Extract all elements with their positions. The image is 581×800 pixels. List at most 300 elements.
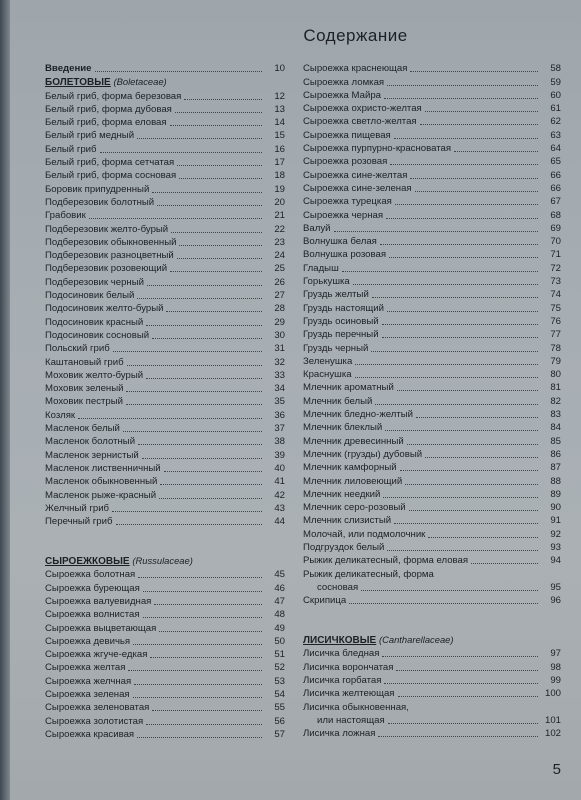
entry-page: 13 [274,103,285,115]
entry-label: Волнушка розовая [303,249,387,261]
dot-leader [179,244,262,246]
entry-label: Подосиновик белый [45,290,135,302]
entry-label: Сыроежка желтая [45,662,126,674]
entry-page: 85 [550,435,561,447]
toc-entry [45,142,285,155]
entry-page: 69 [550,222,561,234]
toc-entry [45,488,285,501]
entry-page: 47 [274,595,285,607]
entry-page: 60 [550,89,561,101]
entry-page: 41 [274,476,285,488]
dot-leader [380,243,538,245]
entry-label: Скрипица [303,595,347,607]
toc-entry [303,727,561,740]
dot-leader [420,123,538,125]
toc-entry [303,660,561,673]
dot-leader [146,324,262,326]
entry-label: Сыроежка сине-зеленая [303,182,412,194]
dot-leader [355,363,538,365]
entry-label: Моховик зеленый [45,383,124,395]
entry-label: Сыроежка пурпурно-красноватая [303,143,452,155]
entry-label: Валуй [303,222,331,234]
dot-leader [407,443,538,445]
toc-entry [303,155,561,168]
toc-entry [45,103,285,116]
toc-entry [303,261,561,274]
entry-label: Рыжик деликатесный, форма [303,568,434,580]
entry-label: Млечник блеклый [303,422,383,434]
entry-page: 10 [274,63,285,75]
entry-label: Лисичка горбатая [303,675,382,687]
dot-leader [184,98,262,100]
entry-label: Сыроежка золотистая [45,715,144,727]
entry-page: 32 [274,356,285,368]
toc-entry [45,674,285,687]
dot-leader [395,203,538,205]
entry-page: 37 [274,423,285,435]
entry-label: Лисичка обыкновенная, [303,701,409,713]
entry-label: Груздь настоящий [303,302,384,314]
dot-leader [388,722,538,724]
toc-entry [303,182,561,195]
dot-leader [386,217,538,219]
dot-leader [410,70,538,72]
dot-leader [100,151,262,153]
entry-page: 33 [274,369,285,381]
toc-entry [303,647,561,660]
entry-page: 34 [274,383,285,395]
toc-entry [45,329,285,342]
entry-label: Сыроежка розовая [303,156,388,168]
toc-entry [45,89,285,102]
entry-label: Польский гриб [45,343,110,355]
toc-entry [45,728,285,741]
entry-page: 74 [550,289,561,301]
dot-leader [146,723,262,725]
toc-entry [303,355,561,368]
toc-entry [303,142,561,155]
page-edge-shadow [0,0,10,800]
entry-label: Белый гриб [45,143,97,155]
entry-label: Сыроежка зеленая [45,689,130,701]
toc-entry [303,368,561,381]
entry-page: 59 [550,76,561,88]
toc-entry [303,328,561,341]
toc-entry [45,129,285,142]
dot-leader [147,284,262,286]
dot-leader [166,310,262,312]
entry-page: 102 [544,728,561,740]
entry-label: Гладыш [303,262,339,274]
toc-entry [45,475,285,488]
toc-entry-line1 [303,700,561,713]
dot-leader [400,469,538,471]
entry-page: 93 [550,541,561,553]
entry-page: 73 [550,276,561,288]
entry-page: 54 [274,689,285,701]
dot-leader [425,456,538,458]
dot-leader [95,70,263,72]
entry-label: Боровик припудренный [45,183,150,195]
entry-page: 26 [274,276,285,288]
toc-list-boletovye [45,89,285,528]
dot-leader [137,736,262,738]
dot-leader [127,364,262,366]
entry-label: Подберезовик черный [45,276,144,288]
dot-leader [390,163,538,165]
entry-label: Сыроежка девичья [45,635,131,647]
entry-page: 72 [550,262,561,274]
entry-page: 53 [274,675,285,687]
entry-page: 50 [274,635,285,647]
entry-label: Сыроежка светло-желтая [303,116,417,128]
entry-page: 38 [274,436,285,448]
entry-page: 67 [550,196,561,208]
toc-entry [303,89,561,102]
dot-leader [387,310,538,312]
dot-leader [143,616,262,618]
entry-label: Подосиновик красный [45,316,144,328]
entry-page: 92 [550,528,561,540]
entry-label: Козляк [45,409,76,421]
entry-label: Грабовик [45,210,86,222]
entry-page: 78 [550,342,561,354]
entry-label: Горькушка [303,276,350,288]
dot-leader [361,589,538,591]
entry-page: 86 [550,448,561,460]
entry-page: 52 [274,662,285,674]
dot-leader [355,376,538,378]
dot-leader [349,602,538,604]
entry-label: Белый гриб, форма дубовая [45,103,172,115]
toc-entry [303,474,561,487]
dot-leader [382,655,538,657]
entry-page: 90 [550,502,561,514]
entry-page: 22 [274,223,285,235]
entry-page: 23 [274,236,285,248]
entry-label: Млечник слизистый [303,515,392,527]
dot-leader [159,497,262,499]
entry-label: Белый гриб, форма березовая [45,90,182,102]
entry-label: Белый гриб, форма сосновая [45,170,177,182]
toc-entry [45,515,285,528]
entry-label: Сыроежка болотная [45,569,136,581]
dot-leader [134,683,262,685]
entry-page: 36 [274,409,285,421]
page-title: Содержание [303,26,408,45]
entry-label: Сыроежка пищевая [303,129,391,141]
entry-page: 43 [274,502,285,514]
dot-leader [113,350,262,352]
dot-leader [415,190,538,192]
entry-label: Млечник камфорный [303,462,397,474]
toc-entry [303,461,561,474]
toc-entry [45,196,285,209]
toc-entry [303,275,561,288]
entry-label: Сыроежка жгуче-едкая [45,649,148,661]
dot-leader [384,97,538,99]
dot-leader [179,177,262,179]
toc-entry [303,235,561,248]
entry-label: Лисичка ворончатая [303,661,394,673]
entry-page: 76 [550,315,561,327]
dot-leader [177,257,262,259]
toc-entry [45,395,285,408]
toc-entry [303,527,561,540]
dot-leader [123,430,262,432]
entry-page: 75 [550,302,561,314]
entry-page: 24 [274,250,285,262]
dot-leader [78,417,262,419]
dot-leader [385,429,538,431]
entry-page: 28 [274,303,285,315]
page-number: 5 [552,761,561,778]
entry-page: 71 [550,249,561,261]
dot-leader [133,643,262,645]
entry-label: Масленок болотный [45,436,136,448]
entry-page: 12 [274,90,285,102]
entry-page: 44 [274,516,285,528]
dot-leader [405,483,538,485]
toc-entry [303,62,561,75]
dot-leader [398,695,539,697]
entry-page: 99 [550,675,561,687]
toc-entry [45,342,285,355]
entry-page: 88 [550,475,561,487]
toc-entry [303,434,561,447]
toc-entry [303,128,561,141]
entry-label: Масленок рыже-красный [45,489,157,501]
dot-leader [375,403,538,405]
section-latin: (Cantharellaceae) [378,634,454,646]
toc-left-column [45,62,285,741]
toc-entry [303,488,561,501]
toc-entry [45,608,285,621]
entry-label: Белый гриб медный [45,130,135,142]
toc-entry [45,568,285,581]
dot-leader [150,656,262,658]
dot-leader [112,510,262,512]
toc-entry [45,289,285,302]
dot-leader [159,630,262,632]
entry-page: 64 [550,143,561,155]
section-heading-syroezhkovye [45,554,285,568]
dot-leader [397,389,538,391]
toc-entry [303,75,561,88]
dot-leader [138,443,262,445]
entry-label: Масленок обыкновенный [45,476,158,488]
entry-page: 77 [550,329,561,341]
dot-leader [454,150,538,152]
entry-page: 29 [274,316,285,328]
dot-leader [175,111,262,113]
entry-page: 70 [550,236,561,248]
toc-entry [45,581,285,594]
toc-entry [45,275,285,288]
dot-leader [425,110,538,112]
entry-label: или настоящая [317,714,385,726]
entry-label: Млечник белый [303,395,373,407]
dot-leader [471,562,538,564]
entry-label: Подберезовик желто-бурый [45,223,169,235]
dot-leader [387,84,538,86]
toc-entry [303,554,561,567]
entry-label: Сыроежка красивая [45,728,135,740]
dot-leader [171,231,262,233]
toc-entry [303,394,561,407]
entry-label: Моховик желто-бурый [45,369,144,381]
section-spacer [45,528,285,554]
entry-label: Масленок зернистый [45,449,139,461]
entry-label: Волнушка белая [303,236,377,248]
entry-page: 21 [274,210,285,222]
entry-page: 101 [544,714,561,726]
entry-label: Сыроежка турецкая [303,196,392,208]
dot-leader [428,536,538,538]
dot-leader [126,390,262,392]
toc-entry [45,369,285,382]
entry-page: 56 [274,715,285,727]
toc-entry [45,408,285,421]
entry-page: 15 [274,130,285,142]
dot-leader [170,124,262,126]
dot-leader [146,377,262,379]
dot-leader [138,576,262,578]
entry-label: Сыроежка Майра [303,89,382,101]
entry-label: Желчный гриб [45,502,110,514]
toc-entry [303,687,561,700]
toc-entry [303,301,561,314]
entry-label: Млечник (грузды) дубовый [303,448,423,460]
entry-label: Молочай, или подмолочник [303,528,426,540]
dot-leader [89,217,262,219]
entry-label: Зеленушка [303,355,353,367]
toc-entry [45,688,285,701]
toc-entry [303,315,561,328]
dot-leader [177,164,262,166]
entry-page: 97 [550,648,561,660]
section-heading-lisichkovye [303,633,561,647]
dot-leader [394,137,538,139]
toc-entry [303,341,561,354]
toc-entry [303,514,561,527]
toc-entry [45,435,285,448]
entry-label: Подосиновик сосновый [45,329,150,341]
dot-leader [126,403,262,405]
entry-page: 55 [274,702,285,714]
toc-entry [45,355,285,368]
toc-entry [45,169,285,182]
toc-entry [303,195,561,208]
entry-label: Сыроежка валуевидная [45,595,152,607]
entry-label: Млечник ароматный [303,382,394,394]
entry-label: Подосиновик желто-бурый [45,303,164,315]
entry-page: 35 [274,396,285,408]
entry-label: Моховик пестрый [45,396,123,408]
entry-label: Подберезовик разноцветный [45,250,174,262]
entry-page: 17 [274,157,285,169]
entry-label: Лисичка желтеющая [303,688,395,700]
entry-page: 20 [274,196,285,208]
entry-page: 46 [274,582,285,594]
toc-list-syroezhkovye [45,568,285,741]
entry-label: Млечник древесинный [303,435,404,447]
toc-entry [303,541,561,554]
dot-leader [394,522,538,524]
entry-page: 80 [550,369,561,381]
toc-entry [45,661,285,674]
entry-label: Груздь желтый [303,289,369,301]
toc-entry [303,115,561,128]
dot-leader [396,669,538,671]
entry-label: Сыроежка волнистая [45,609,140,621]
entry-label: Рыжик деликатесный, форма еловая [303,555,469,567]
entry-label: Белый гриб, форма еловая [45,117,167,129]
toc-entry [45,448,285,461]
toc-entry-line2 [303,714,561,727]
toc-entry [45,422,285,435]
toc-entry [45,116,285,129]
entry-page: 42 [274,489,285,501]
entry-label: Сыроежка сине-желтая [303,169,408,181]
dot-leader [342,270,538,272]
dot-leader [382,336,538,338]
entry-page: 81 [550,382,561,394]
section-latin: (Russulaceae) [132,555,193,567]
entry-label: Перечный гриб [45,516,113,528]
entry-label: Лисичка ложная [303,728,376,740]
dot-leader [137,137,262,139]
section-name: СЫРОЕЖКОВЫЕ [45,556,130,568]
dot-leader [372,296,538,298]
dot-leader [371,350,538,352]
toc-entry [45,502,285,515]
entry-label: Сыроежка буреющая [45,582,140,594]
entry-page: 68 [550,209,561,221]
toc-entry [45,595,285,608]
toc-entry-line2 [303,581,561,594]
entry-page: 91 [550,515,561,527]
entry-label: Масленок лиственничный [45,462,161,474]
entry-label: Груздь осиновый [303,315,379,327]
dot-leader [116,523,263,525]
toc-right-column [303,62,561,740]
entry-label: Груздь черный [303,342,369,354]
entry-label: Подберезовик обыкновенный [45,236,177,248]
toc-entry [45,262,285,275]
dot-leader [410,177,538,179]
entry-label: Сыроежка охристо-желтая [303,103,422,115]
dot-leader [154,603,262,605]
toc-entry [45,701,285,714]
entry-page: 25 [274,263,285,275]
entry-label: Подберезовик розовеющий [45,263,168,275]
toc-entry [303,408,561,421]
section-spacer [303,607,561,633]
entry-label: Каштановый гриб [45,356,124,368]
toc-entry [303,674,561,687]
toc-entry [303,102,561,115]
toc-entry [45,302,285,315]
toc-entry [45,182,285,195]
toc-entry [303,248,561,261]
toc-entry-intro [45,62,285,75]
entry-label: Сыроежка черная [303,209,384,221]
entry-page: 98 [550,661,561,673]
entry-page: 40 [274,462,285,474]
entry-label: Млечник неедкий [303,488,381,500]
entry-page: 30 [274,329,285,341]
